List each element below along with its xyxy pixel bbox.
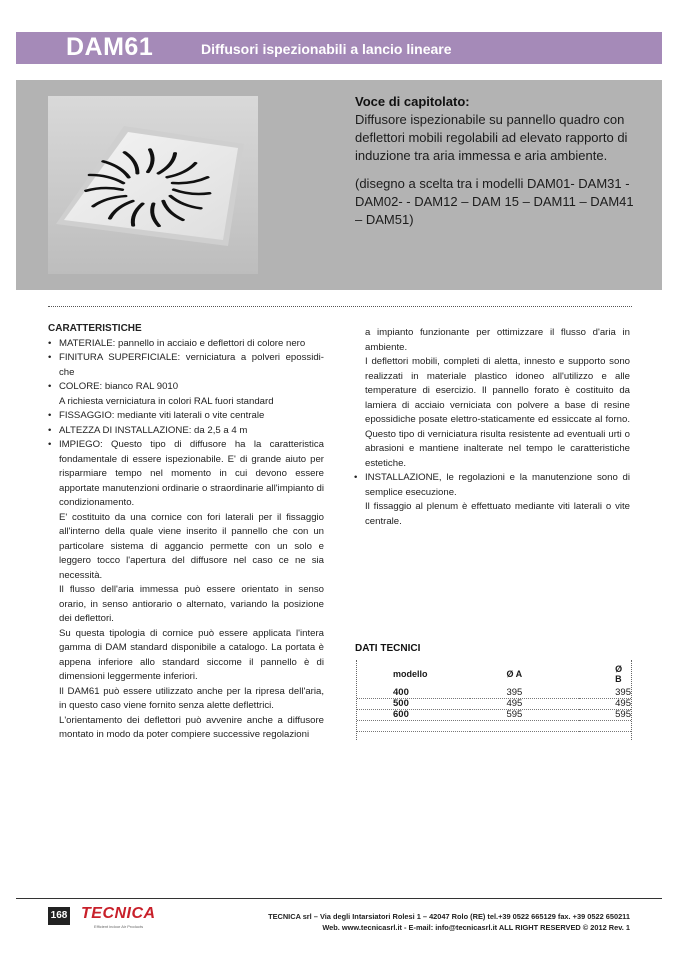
installation-item: • INSTALLAZIONE, le regolazioni e la manutenzione sono di semplice esecuzione. [354,471,630,500]
feature-paragraph: L'orientamento dei deflettori può avvenire anche a diffusore montato in modo da poter compiere successive regolazioni [59,714,324,740]
cell-diameter-a: 395 [470,688,579,699]
tecnica-logo: TECNICA [81,905,156,922]
feature-item-continuation: A richiesta verniciatura in colori RAL fuori standard [59,395,274,407]
feature-item: • IMPIEGO: Questo tipo di diffusore ha la caratteristica fondamentale di essere ispezionabile. E' di grande aiuto per risparmiare tempo nel momento in cui devono essere apportate manutenzioni ordinarie o straordinarie all'impianto di condizionamento. [48,438,324,511]
dotted-divider [48,306,632,307]
description-paragraph: a impianto funzionante per ottimizzare il flusso d'aria in ambiente. [365,327,630,353]
cell-diameter-b: 595 [579,710,631,721]
feature-paragraph: Il flusso dell'aria immessa può essere orientato in senso orario, in senso antiorario o alternato, variando la posizione dei deflettori. [59,584,324,624]
features-heading: CARATTERISTICHE [48,323,142,334]
footer-contact [268,911,630,933]
spec-title: Voce di capitolato: [355,94,470,109]
feature-item: • FISSAGGIO: mediante viti laterali o vite centrale [48,409,324,424]
feature-paragraph: Il DAM61 può essere utilizzato anche per la ripresa dell'aria, in questo caso viene fornito senza alette deflettrici. [59,685,324,711]
description-paragraph: I deflettori mobili, completi di aletta, innesto e supporto sono realizzati in materiale plastico idoneo all'utilizzo e alle temperature di esercizio. Il pannello forato è costituito da lamiera di acciaio verniciata con polvere a base di resine epossidiche posate elettro-staticamente ed essiccate al forno. Questo tipo di verniciatura risulta resistente ad eventuali urti o abrasioni e mantiene inalterate nel tempo le caratteristiche estetiche. [365,356,630,469]
spec-text: Diffusore ispezionabile su pannello quadro con deflettori mobili regolabili ad elevato rapporto di induzione tra aria immessa e aria ambiente. [355,112,628,163]
feature-paragraph: E' costituito da una cornice con fori laterali per il fissaggio all'interno della quale viene inserito il pannello che con un particolare sistema di aggancio permette con un solo e leggero tocco l'apertura del diffusore nel caso ce ne sia necessità. [59,511,324,581]
feature-item: • COLORE: bianco RAL 9010 [48,380,324,395]
feature-item: • ALTEZZA DI INSTALLAZIONE: da 2,5 a 4 m [48,424,324,439]
table-row [357,688,631,699]
page-number: 168 [48,907,70,925]
feature-paragraph: Su questa tipologia di cornice può essere applicata l'intera gamma di DAM standard disponibile a catalogo. La portata è appena inferiore allo standard siccome il pannello è di dimensioni leggermente inferiori. [59,627,324,682]
spec-band [16,80,662,290]
cell-diameter-a: 495 [470,699,579,710]
column-header-diameter-b: Ø B [615,664,623,684]
diffuser-photo [48,96,258,274]
spec-note: (disegno a scelta tra i modelli DAM01- DAM31 - DAM02- - DAM12 – DAM 15 – DAM11 – DAM41 – DAM51) [355,176,634,227]
table-row-empty [357,721,631,732]
diffuser-image-icon [48,96,258,274]
title-band [16,32,662,64]
cell-model: 500 [357,699,470,710]
product-code: DAM61 [66,33,154,61]
product-subtitle: Diffusori ispezionabili a lancio lineare [201,41,452,57]
footer-web: Web. www.tecnicasrl.it - E-mail: info@tecnicasrl.it ALL RIGHT RESERVED © 2012 Rev. 1 [322,923,630,932]
feature-item: • MATERIALE: pannello in acciaio e deflettori di colore nero [48,337,324,352]
description-column [354,326,630,529]
cell-diameter-b: 495 [579,699,631,710]
cell-model: 600 [357,710,470,721]
technical-data-title: DATI TECNICI [355,643,421,654]
footer-address: TECNICA srl – Via degli Intarsiatori Rolesi 1 – 42047 Rolo (RE) tel.+39 0522 665129 fax. +39 0522 650211 [268,912,630,921]
table-header-row [357,660,631,688]
features-column [48,322,324,743]
cell-diameter-b: 395 [579,688,631,699]
cell-model: 400 [357,688,470,699]
feature-item: • FINITURA SUPERFICIALE: verniciatura a polveri epossidi-che [48,351,324,380]
cell-diameter-a: 595 [470,710,579,721]
logo-tagline: Efficient indoor Air Products [94,924,144,929]
footer-divider [16,898,662,899]
column-header-model: modello [393,669,428,679]
spec-description [355,111,643,239]
table-row [357,699,631,710]
description-paragraph: Il fissaggio al plenum è effettuato mediante viti laterali o vite centrale. [365,501,630,527]
column-header-diameter-a: Ø A [506,669,523,679]
technical-data-table [356,660,632,740]
table-row [357,710,631,721]
